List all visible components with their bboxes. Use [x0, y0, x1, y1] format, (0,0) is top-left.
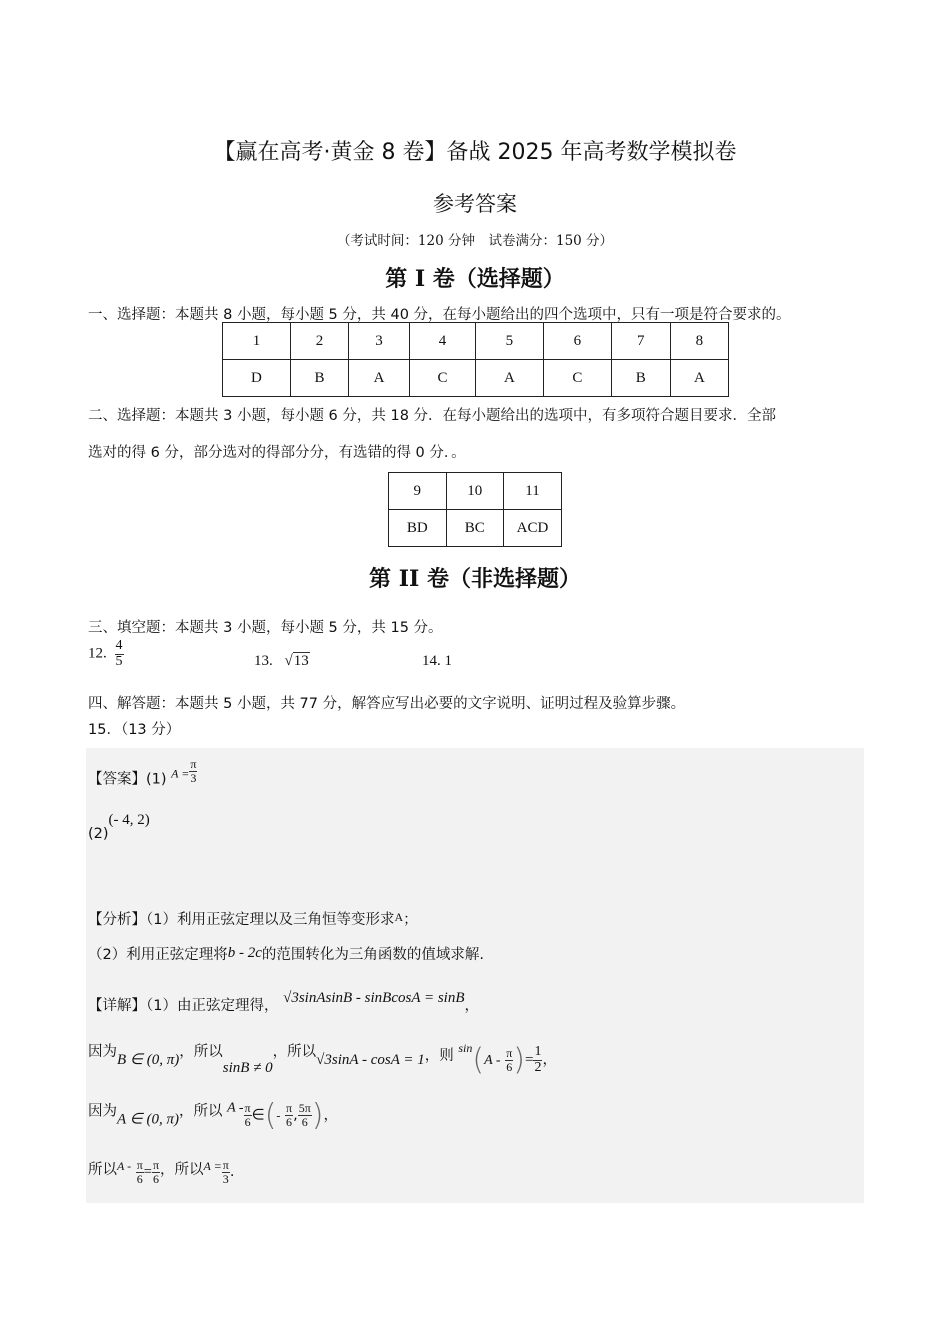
equation-text: 3sinAsinB - sinBcosA = sinB	[291, 990, 465, 1006]
fraction-denominator: 6	[244, 1115, 251, 1129]
answer-13	[254, 653, 310, 670]
document-subtitle: 参考答案	[433, 192, 517, 216]
table-cell: 11	[504, 473, 562, 510]
math-var: A	[394, 910, 404, 924]
fraction-numerator: π	[222, 1157, 229, 1172]
part-label: (1)	[146, 771, 167, 788]
math-expr: A ∈ (0, π)	[117, 1111, 179, 1128]
fraction-numerator: 5π	[298, 1101, 311, 1116]
detail-text: 所以	[88, 1162, 117, 1178]
paren-left: (	[264, 1098, 277, 1133]
fraction-denominator: 6	[506, 1059, 513, 1074]
analysis-text: （1）利用正弦定理以及三角恒等变形求	[146, 912, 395, 928]
answer-12-fraction	[115, 639, 124, 669]
math-expr: √3sinA - cosA = 1	[316, 1052, 425, 1068]
pi-over-3	[222, 1159, 230, 1185]
fraction-numerator: π	[190, 757, 197, 771]
pi-over-6	[285, 1102, 293, 1128]
pi-over-3	[189, 758, 197, 784]
section-2-instructions-line1: 二、选择题：本题共 3 小题，每小题 6 分，共 18 分．在每小题给出的选项中，有多项符合题目要求．全部	[88, 408, 777, 424]
detail-text: ，所以	[178, 1103, 223, 1120]
section-3-instructions: 三、填空题：本题共 3 小题，每小题 5 分，共 15 分。	[88, 620, 443, 636]
answer-part2	[88, 812, 150, 842]
sqrt-radicand: 13	[293, 653, 309, 669]
answer-13-label: 13.	[254, 653, 273, 669]
fraction-denominator: 5	[115, 653, 123, 669]
table-cell: B	[611, 360, 670, 397]
part-label: (2)	[88, 826, 109, 842]
math-expr: A =	[203, 1159, 222, 1173]
table-row-numbers	[223, 323, 729, 360]
pi-over-6	[244, 1102, 252, 1128]
fraction-denominator: 6	[136, 1171, 143, 1186]
detail-text: ，则	[424, 1048, 454, 1064]
table-cell: BC	[446, 510, 504, 547]
question-15-header: 15．（13 分）	[88, 722, 181, 738]
table-cell: 3	[348, 323, 409, 360]
math-sin: sin	[458, 1041, 473, 1055]
fraction-numerator: π	[136, 1157, 143, 1172]
math-expr: B ∈ (0, π)	[117, 1052, 180, 1068]
fraction-numerator: π	[244, 1101, 251, 1116]
one-half	[533, 1045, 542, 1075]
answer-13-sqrt: √13	[284, 653, 309, 669]
table-row-answers	[389, 510, 562, 547]
detail-end: ，	[464, 998, 480, 1014]
answer-12	[88, 639, 124, 669]
fraction-denominator: 3	[222, 1171, 229, 1186]
section-2-instructions-line2: 选对的得 6 分，部分选对的得部分分，有选错的得 0 分．。	[88, 445, 466, 461]
table-cell: 7	[611, 323, 670, 360]
fraction-numerator: 4	[115, 638, 123, 653]
solution-box	[86, 748, 864, 1203]
table-cell: A	[475, 360, 543, 397]
table-row-numbers	[389, 473, 562, 510]
fraction-denominator: 2	[534, 1059, 542, 1075]
table-cell: C	[543, 360, 611, 397]
exam-info: （考试时间：120 分钟 试卷满分：150 分）	[336, 233, 614, 249]
math-expr: A -	[227, 1100, 244, 1116]
fraction-denominator: 6	[153, 1171, 159, 1186]
detail-text: ，所以	[272, 1044, 317, 1060]
table-cell: 9	[389, 473, 447, 510]
table-cell: 1	[223, 323, 291, 360]
math-expr: A -	[484, 1053, 501, 1068]
document-title: 【赢在高考·黄金 8 卷】备战 2025 年高考数学模拟卷	[213, 140, 737, 165]
math-expr: sinB ≠ 0	[222, 1060, 273, 1076]
pi-over-6	[136, 1159, 144, 1185]
analysis-line2	[88, 943, 484, 964]
detail-text: 因为	[88, 1103, 117, 1120]
answer-14: 14. 1	[422, 653, 452, 669]
table-cell: 5	[475, 323, 543, 360]
math-lhs: A =	[171, 766, 190, 781]
detail-text: ，所以	[160, 1162, 204, 1178]
section-1-instructions: 一、选择题：本题共 8 小题，每小题 5 分，共 40 分，在每小题给出的四个选项中，只有一项是符合要求的。	[88, 307, 791, 323]
pi-over-6	[152, 1159, 160, 1185]
answer-table-2	[388, 472, 562, 547]
period: .	[229, 1164, 235, 1180]
analysis-text: （2）利用正弦定理将	[88, 947, 228, 963]
fraction-denominator: 6	[286, 1115, 293, 1129]
detail-text: （1）由正弦定理得，	[146, 998, 279, 1014]
table-cell: BD	[389, 510, 447, 547]
table-cell: 10	[446, 473, 504, 510]
fraction-denominator: 6	[301, 1115, 308, 1129]
equation-text: sinA - cosA = 1	[331, 1052, 425, 1068]
table-cell: C	[410, 360, 476, 397]
table-cell: 8	[670, 323, 728, 360]
detail-text: 因为	[88, 1044, 117, 1060]
paren-right: )	[513, 1042, 525, 1078]
math-expr: b - 2c	[227, 945, 262, 961]
answer-label: 【答案】	[88, 771, 146, 788]
section-4-instructions: 四、解答题：本题共 5 小题，共 77 分，解答应写出必要的文字说明、证明过程及验算步骤。	[88, 696, 686, 712]
analysis-end: ；	[403, 912, 418, 928]
detail-line4: 所以$^{A -}$ $\frac{\pi}{6}$ = $\frac{\pi}{6}$ ，所以$^{A =}$ $\frac{\pi}{3}$ .	[88, 1157, 235, 1186]
analysis-text: 的范围转化为三角函数的值域求解.	[261, 947, 484, 963]
detail-text: ，所以	[179, 1044, 223, 1060]
detail-equation: √3sinAsinB - sinBcosA = sinB	[283, 990, 465, 1006]
detail-line2: 因为B ∈ (0, π)，所以sinB ≠ 0，所以√3sinA - cosA = 1，则 $^{sin}$(A - $\frac{\pi}{6}$ )= $\frac{1}{2}$ ，	[88, 1041, 557, 1078]
math-expr: A -	[117, 1159, 132, 1173]
answer-part1	[88, 758, 197, 789]
five-pi-over-6	[298, 1102, 312, 1128]
fraction-numerator: π	[152, 1157, 160, 1172]
fraction-numerator: π	[286, 1101, 293, 1116]
analysis-line1	[88, 908, 418, 929]
table-cell: A	[348, 360, 409, 397]
volume-2-title: 第 II 卷（非选择题）	[369, 566, 581, 592]
answer-table-1	[222, 322, 729, 397]
table-cell: 2	[290, 323, 348, 360]
table-cell: 6	[543, 323, 611, 360]
minus-sign: -	[276, 1108, 281, 1123]
volume-1-title: 第 I 卷（选择题）	[385, 266, 565, 292]
fraction-numerator: π	[506, 1045, 513, 1060]
paren-left: (	[472, 1042, 485, 1078]
table-cell: 4	[410, 323, 476, 360]
answer-12-label: 12.	[88, 645, 107, 662]
analysis-label: 【分析】	[88, 912, 146, 928]
table-cell: B	[290, 360, 348, 397]
fraction-denominator: 3	[190, 770, 197, 785]
detail-label: 【详解】	[88, 998, 146, 1014]
detail-line1	[88, 990, 479, 1015]
table-row-answers	[223, 360, 729, 397]
fraction-numerator: 1	[534, 1043, 542, 1059]
paren-right: )	[311, 1098, 324, 1133]
table-cell: ACD	[504, 510, 562, 547]
table-cell: A	[670, 360, 728, 397]
interval: (- 4, 2)	[108, 812, 150, 828]
table-cell: D	[223, 360, 291, 397]
detail-line3: 因为A ∈ (0, π)，所以 A - $\frac{\pi}{6}$ ∈(- $\frac{\pi}{6}$ , $\frac{5\pi}{6}$ )，	[88, 1098, 338, 1133]
